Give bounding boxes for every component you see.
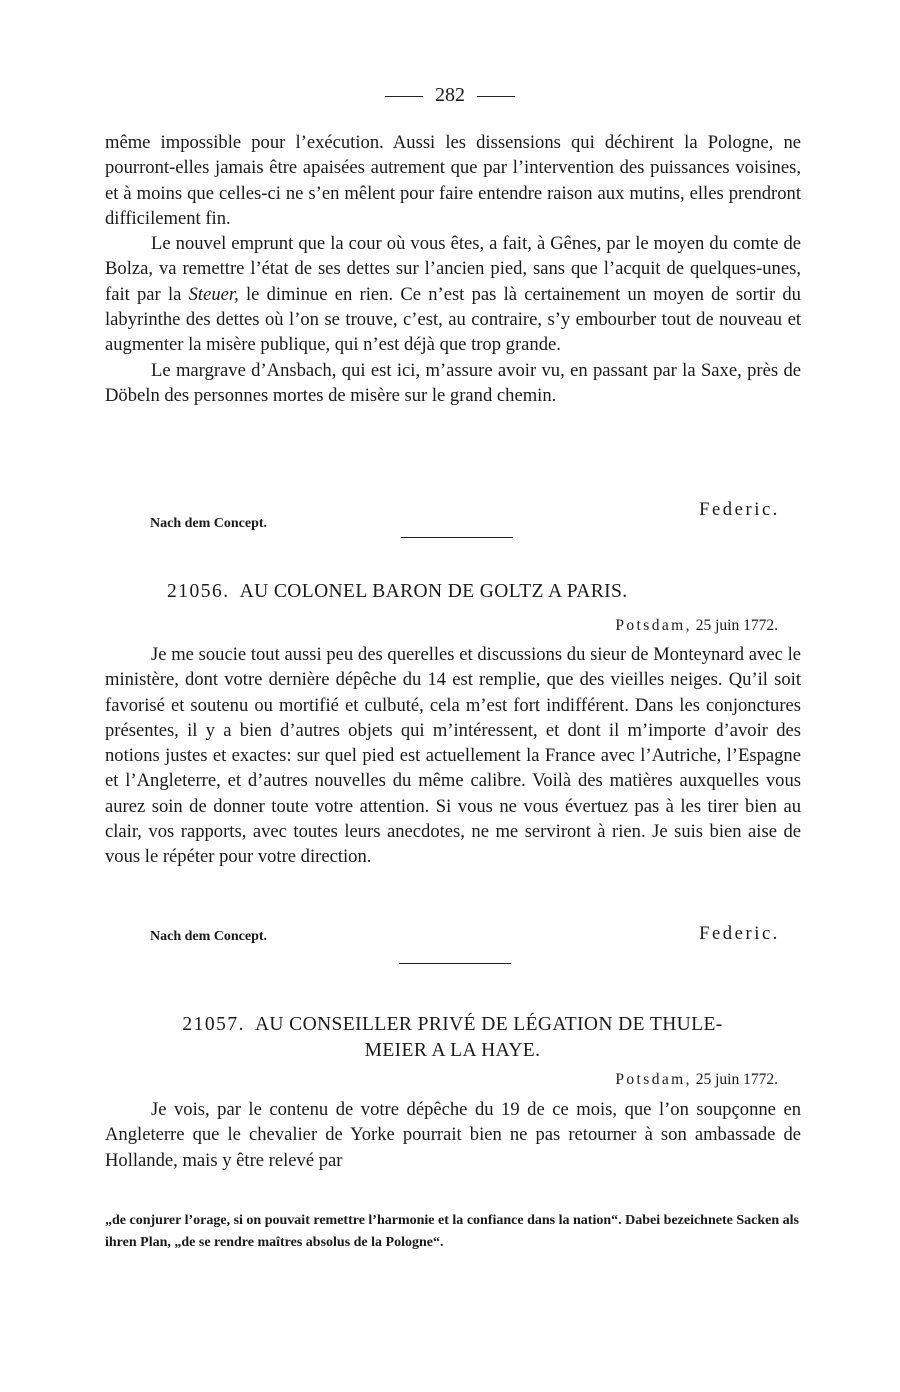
dateline bbox=[615, 1071, 778, 1089]
letter-number: 21056. bbox=[167, 581, 230, 602]
letter-heading-line bbox=[115, 1012, 790, 1038]
letter-body bbox=[105, 1097, 801, 1173]
letter-heading-line bbox=[115, 1038, 790, 1064]
letter-title: AU COLONEL BARON DE GOLTZ A PARIS. bbox=[239, 581, 628, 602]
paragraph: même impossible pour l’exécution. Aussi les dissensions qui déchirent la Pologne, ne pourront-elles jamais être apaisées autrement que par l’intervention des puissances voisines, et à moins que celles-ci ne s’en mêlent pour faire entendre raison aux mutins, elles prendront difficilement fin. bbox=[105, 132, 801, 229]
header-dash-right bbox=[477, 96, 515, 97]
signature: Federic. bbox=[699, 924, 780, 944]
date-place: Potsdam, bbox=[615, 617, 692, 634]
footnote: „de conjurer l’orage, si on pouvait remettre l’harmonie et la confiance dans la nation“. Dabei bezeichnete Sacken als ihren Plan, „de se rendre maîtres absolus de la Pologne“. bbox=[105, 1213, 799, 1250]
date: 25 juin 1772. bbox=[695, 1071, 778, 1088]
page-header bbox=[0, 84, 900, 107]
paragraph: Je vois, par le contenu de votre dépêche du 19 de ce mois, que l’on soupçonne en Angleterre que le chevalier de Yorke pourrait bien ne pas retourner à son ambassade de Hollande, mais y être relevé par bbox=[105, 1099, 801, 1171]
signature: Federic. bbox=[699, 500, 780, 520]
page-number: 282 bbox=[435, 84, 465, 106]
concept-note: Nach dem Concept. bbox=[150, 929, 268, 944]
concept-note: Nach dem Concept. bbox=[150, 516, 268, 531]
letter-title: AU CONSEILLER PRIVÉ DE LÉGATION DE THULE- bbox=[254, 1014, 723, 1035]
paragraph: Je me soucie tout aussi peu des querelles et discussions du sieur de Monteynard avec le ministère, dont votre dernière dépêche du 14 est remplie, que des vieilles neiges. Qu’il soit favorisé et soutenu ou mortifié et culbuté, cela m’est fort indifférent. Dans les conjonctures présentes, il y a bien d’autres objets qui m’intéressent, et dont il m’importe d’avoir des notions justes et exactes: sur quel pied est actuellement la France avec l’Autriche, l’Espagne et l’Angleterre, et d’autres nouvelles du même calibre. Voilà des matières auxquelles vous aurez soin de donner toute votre attention. Si vous ne vous évertuez pas à les tirer bien au clair, vos rapports, avec toutes leurs anecdotes, ne me serviront à rien. Je suis bien aise de vous le répéter pour votre direction. bbox=[105, 644, 801, 868]
date-place: Potsdam, bbox=[615, 1071, 692, 1088]
letter-body bbox=[105, 642, 801, 870]
header-dash-left bbox=[385, 96, 423, 97]
dateline bbox=[615, 617, 778, 635]
paragraph: Le margrave d’Ansbach, qui est ici, m’assure avoir vu, en passant par la Saxe, près de Döbeln des personnes mortes de misère sur le grand chemin. bbox=[105, 359, 801, 406]
letter-heading bbox=[115, 1012, 790, 1064]
section-divider bbox=[399, 963, 511, 964]
continued-letter bbox=[105, 130, 801, 408]
letter-number: 21057. bbox=[182, 1014, 245, 1035]
paragraph: Le nouvel emprunt que la cour où vous êtes, a fait, à Gênes, par le moyen du comte de Bolza, va remettre l’état de ses dettes sur l’ancien pied, sans que l’acquit de quelques-unes, fait par la Steuer, le diminue en rien. Ce n’est pas là certainement un moyen de sortir du labyrinthe des dettes où l’on se trouve, c’est, au contraire, s’y embourber tout de nouveau et augmenter la misère publique, qui n’est déjà que trop grande. bbox=[105, 233, 801, 356]
letter-title: MEIER A LA HAYE. bbox=[364, 1040, 541, 1061]
date: 25 juin 1772. bbox=[695, 617, 778, 634]
section-divider bbox=[401, 537, 513, 538]
letter-heading bbox=[167, 581, 628, 603]
